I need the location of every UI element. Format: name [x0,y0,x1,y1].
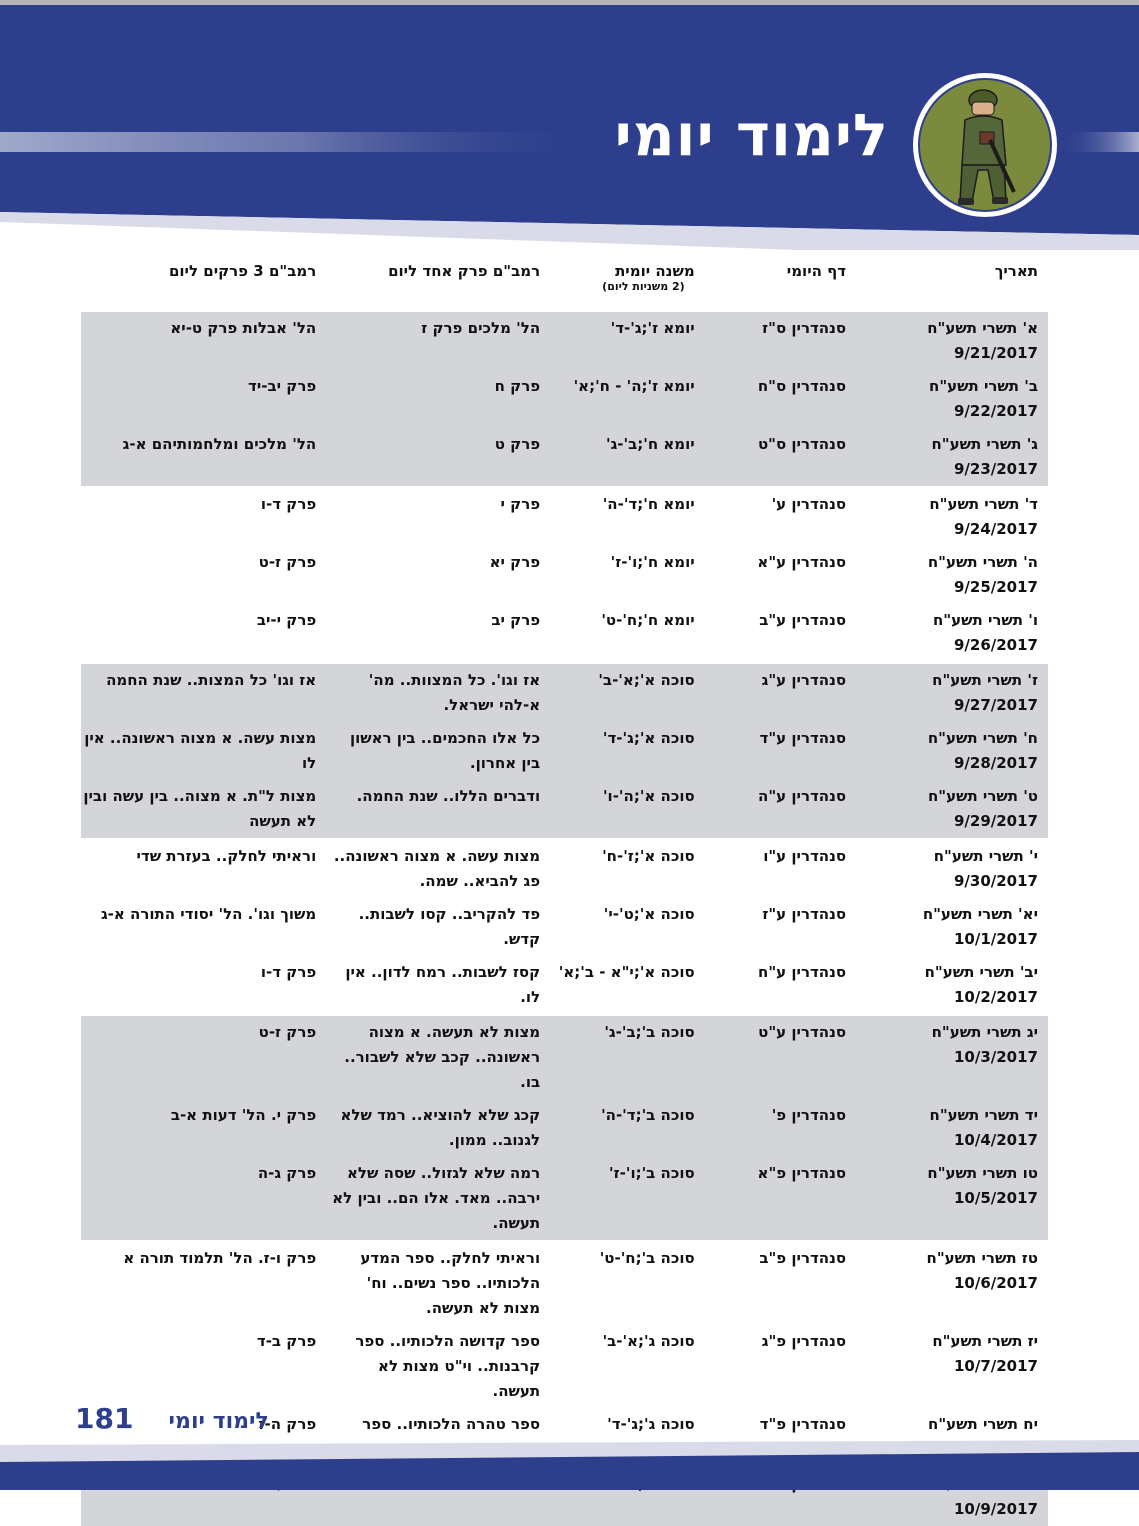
cell-daf: סנהדרין פ"ד [759,1415,847,1433]
table-row [81,663,1048,722]
cell-rambam3: פרק יב-יד [81,370,326,428]
cell-daf: סנהדרין ע"ד [705,722,856,780]
cell-date: ז' תשרי תשע"ח 9/27/2017 [856,663,1048,722]
cell-mishna: סוכה א';ה'-ו' [550,780,705,839]
cell-daf: סנהדרין ע"א [757,553,847,571]
cell-daf: סנהדרין פ"ג [761,1332,847,1350]
cell-daf: סנהדרין ע"ו [705,839,856,898]
table-row [81,487,1048,546]
cell-daf: סנהדרין פ"א [705,1157,856,1241]
cell-rambam3: פרק י. הל' דעות א-ב [81,1099,326,1157]
cell-daf: סנהדרין ע"ח [758,963,847,981]
cell-date: ח' תשרי תשע"ח 9/28/2017 [856,722,1048,780]
col-header-daf: דף היומי [786,262,847,280]
cell-rambam1: פד להקריב.. קסו לשבות.. קדש. [358,905,541,948]
cell-rambam3: פרק ו-ז. הל' תלמוד תורה א [81,1241,326,1325]
table-row [81,956,1048,1015]
cell-rambam1: ספר טהרה הלכותיו.. ספר [362,1415,541,1433]
cell-rambam3: פרק ג-ה [81,1157,326,1241]
table-row [81,780,1048,839]
cell-mishna: סוכה א';ט'-י' [603,905,695,923]
cell-rambam1: כל אלו החכמים.. בין ראשון בין אחרון. [326,722,550,780]
cell-rambam3: פרק י-יב [256,611,317,629]
cell-rambam3: פרק ב-ד [256,1332,317,1350]
cell-rambam1: אז וגו'. כל המצוות.. מה' א-להי ישראל. [326,663,550,722]
cell-rambam1: פרק י [326,487,550,546]
cell-date: ט' תשרי תשע"ח 9/29/2017 [856,780,1048,839]
table-row [81,311,1048,370]
cell-rambam3: מצות עשה. א מצוה ראשונה.. אין לו [81,722,326,780]
col-header-rambam3: רמב"ם 3 פרקים ליום [168,262,317,280]
cell-daf: סנהדרין ע' [705,487,856,546]
cell-rambam1: הל' מלכים פרק ז [326,311,550,370]
page-number: 181 [75,1402,134,1435]
cell-date: 10/9/2017 [856,1467,1048,1526]
cell-daf: סנהדרין ס"ח [705,370,856,428]
cell-rambam3: פרק ד-ו [260,963,317,981]
cell-rambam1: פרק יא [489,553,541,571]
cell-rambam1: פרק יב [491,611,541,629]
mishna-subtitle: (2 משניות ליום) [602,280,685,293]
table-row [81,1157,1048,1241]
table-row [81,1099,1048,1157]
cell-rambam1: רמה שלא לגזול.. שסה שלא ירבה.. מאד. אלו הם.. ובין לא תעשה. [326,1157,550,1241]
cell-rambam3: וראיתי לחלק.. בעזרת שדי [81,839,326,898]
cell-date: י' תשרי תשע"ח 9/30/2017 [856,839,1048,898]
cell-rambam1: פרק ט [326,428,550,487]
cell-rambam3: פרק ז-ט [258,553,317,571]
cell-mishna: סוכה א';ג'-ד' [550,722,705,780]
page-footer [75,1402,269,1435]
cell-mishna: סוכה ג';ג'-ד' [607,1415,695,1433]
cell-rambam3: הל' מלכים ומלחמותיהם א-ג [81,428,326,487]
col-header-date: תאריך [994,262,1038,280]
cell-rambam1: קכג שלא להוציא.. רמד שלא לגנוב.. ממון. [326,1099,550,1157]
cell-mishna: סוכה א';י"א - ב';א' [558,963,695,981]
cell-mishna: יומא ז';ג'-ד' [550,311,705,370]
study-schedule-table [81,256,1048,1526]
soldier-emblem-icon [910,70,1060,220]
cell-rambam3: מצות ל"ת. א מצוה.. בין עשה ובין לא תעשה [81,780,326,839]
cell-mishna: יומא ח';ו'-ז' [610,553,695,571]
cell-rambam1: ספר קדושה הלכותיו.. ספר קרבנות.. וי"ט מצות לא תעשה. [355,1332,541,1400]
table-row [81,898,1048,956]
table-row [81,604,1048,663]
cell-date: ה' תשרי תשע"ח 9/25/2017 [927,553,1038,596]
cell-date: יד תשרי תשע"ח 10/4/2017 [856,1099,1048,1157]
cell-daf: סנהדרין ע"ט [705,1015,856,1099]
page-title: לימוד יומי [614,101,889,169]
cell-mishna: סוכה ב';ד'-ה' [550,1099,705,1157]
mishna-title: משנה יומית [615,262,695,280]
cell-date: יז תשרי תשע"ח 10/7/2017 [932,1332,1038,1375]
cell-rambam1: קסז לשבות.. רמח לדון.. אין לו. [345,963,541,1006]
cell-date: טו תשרי תשע"ח 10/5/2017 [856,1157,1048,1241]
cell-daf: סנהדרין פ' [705,1099,856,1157]
cell-date: יא' תשרי תשע"ח 10/1/2017 [922,905,1038,948]
cell-rambam3: פרק ז-ט [81,1015,326,1099]
cell-daf: סנהדרין ע"ג [705,663,856,722]
table-row [81,1241,1048,1325]
cell-mishna: יומא ח';ד'-ה' [550,487,705,546]
cell-rambam3: פרק ה-ז [258,1415,317,1433]
cell-daf: סנהדרין ס"ט [705,428,856,487]
table-row [81,546,1048,604]
cell-rambam3: אז וגו' כל המצות.. שנת החמה [81,663,326,722]
cell-date: ב' תשרי תשע"ח 9/22/2017 [856,370,1048,428]
cell-mishna: יומא ח';ח'-ט' [601,611,695,629]
table-row [81,428,1048,487]
cell-mishna: סוכה ג';א'-ב' [602,1332,695,1350]
bottom-banner [0,1440,1139,1490]
table-row [81,1325,1048,1408]
cell-mishna: סוכה ב';ב'-ג' [550,1015,705,1099]
cell-date: יב' תשרי תשע"ח 10/2/2017 [924,963,1038,1006]
cell-daf: סנהדרין פ"ב [705,1241,856,1325]
cell-date: ו' תשרי תשע"ח 9/26/2017 [933,611,1038,654]
cell-rambam3: פרק ד-ו [81,487,326,546]
col-header-mishna [550,256,705,311]
cell-mishna: יומא ח';ב'-ג' [550,428,705,487]
cell-mishna: סוכה ב';ו'-ז' [550,1157,705,1241]
cell-rambam1: וראיתי לחלק.. ספר המדע הלכותיו.. ספר נשים.. וח' מצות לא תעשה. [326,1241,550,1325]
cell-daf: סנהדרין ס"ז [705,311,856,370]
cell-mishna: סוכה א';ז'-ח' [550,839,705,898]
cell-rambam1: מצות לא תעשה. א מצוה ראשונה.. קכב שלא לשבור.. בו. [326,1015,550,1099]
col-header-rambam1: רמב"ם פרק אחד ליום [388,262,541,280]
cell-rambam1: ודברים הללו.. שנת החמה. [326,780,550,839]
cell-rambam1: פרק ח [326,370,550,428]
cell-daf: סנהדרין ע"ב [759,611,847,629]
cell-date: יג תשרי תשע"ח 10/3/2017 [856,1015,1048,1099]
cell-date: טז תשרי תשע"ח 10/6/2017 [856,1241,1048,1325]
table-row [81,370,1048,428]
cell-date: ג' תשרי תשע"ח 9/23/2017 [856,428,1048,487]
cell-mishna: יומא ז';ה' - ח';א' [550,370,705,428]
table-header-row [81,256,1048,311]
cell-date: יח תשרי תשע"ח [928,1415,1038,1433]
cell-rambam1: מצות עשה. א מצוה ראשונה.. פג להביא.. שמה. [326,839,550,898]
cell-rambam3: הל' אבלות פרק ט-יא [81,311,326,370]
cell-mishna: סוכה ב';ח'-ט' [550,1241,705,1325]
cell-daf: סנהדרין ע"ז [762,905,847,923]
footer-label: לימוד יומי [168,1409,269,1434]
cell-date: א' תשרי תשע"ח 9/21/2017 [856,311,1048,370]
cell-rambam3: משוך וגו'. הל' יסודי התורה א-ג [100,905,317,923]
table-row [81,839,1048,898]
cell-daf: סנהדרין ע"ה [705,780,856,839]
cell-date: ד' תשרי תשע"ח 9/24/2017 [856,487,1048,546]
cell-mishna: סוכה א';א'-ב' [550,663,705,722]
table-row [81,1015,1048,1099]
table-row [81,722,1048,780]
